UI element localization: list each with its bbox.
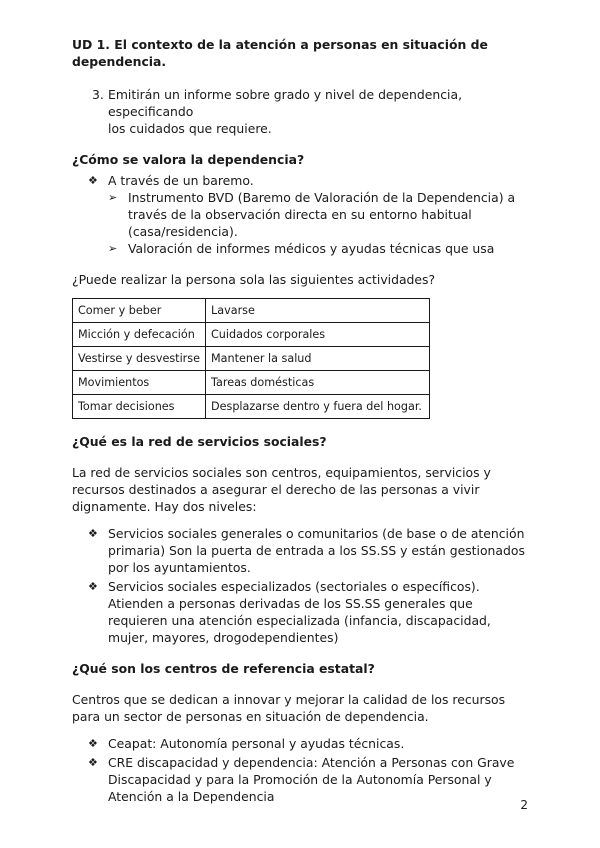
sub-item-text: Instrumento BVD (Baremo de Valoración de la Dependencia) a través de la observación directa en su entorno habitual (casa/residencia). (128, 190, 516, 239)
list-item (88, 578, 532, 646)
sub-list-item (108, 240, 532, 257)
list-item-text: CRE discapacidad y dependencia: Atención a Personas con Grave Discapacidad y para la Promoción de la Autonomía Personal y Atención a la Dependencia (108, 755, 515, 804)
sub-list-item (108, 189, 532, 240)
diamond-bullet-icon: ❖ (88, 527, 98, 540)
arrow-bullet-icon: ➢ (108, 242, 118, 255)
page-number: 2 (520, 798, 528, 812)
activities-question: ¿Puede realizar la persona sola las siguientes actividades? (72, 272, 436, 287)
numbered-item (72, 86, 532, 137)
arrow-bullet-icon: ➢ (108, 191, 118, 204)
valoracion-list (72, 172, 532, 257)
document-header: UD 1. El contexto de la atención a personas en situación de dependencia. (72, 37, 488, 69)
diamond-bullet-icon: ❖ (88, 174, 98, 187)
diamond-bullet-icon: ❖ (88, 737, 98, 750)
table-cell: Movimientos (73, 371, 206, 395)
table-row (73, 395, 430, 419)
centros-referencia-list (72, 735, 532, 805)
item-text-line1: Emitirán un informe sobre grado y nivel de dependencia, especificando (108, 87, 463, 119)
document-page (72, 36, 532, 805)
table-cell: Lavarse (206, 299, 430, 323)
section-title-valoracion: ¿Cómo se valora la dependencia? (72, 152, 305, 167)
table-cell: Cuidados corporales (206, 323, 430, 347)
section-title-red-servicios: ¿Qué es la red de servicios sociales? (72, 434, 327, 449)
table-row (73, 323, 430, 347)
diamond-bullet-icon: ❖ (88, 580, 98, 593)
red-servicios-list (72, 525, 532, 646)
table-cell: Micción y defecación (73, 323, 206, 347)
table-cell: Mantener la salud (206, 347, 430, 371)
table-cell: Tomar decisiones (73, 395, 206, 419)
table-cell: Comer y beber (73, 299, 206, 323)
item-number: 3. (92, 87, 104, 102)
red-servicios-intro: La red de servicios sociales son centros, equipamientos, servicios y recursos destinados a asegurar el derecho de las personas a vivir dignamente. Hay dos niveles: (72, 465, 491, 514)
table-row (73, 299, 430, 323)
sub-item-text: Valoración de informes médicos y ayudas técnicas que usa (128, 241, 495, 256)
table-cell: Vestirse y desvestirse (73, 347, 206, 371)
list-item (88, 754, 532, 805)
table-row (73, 371, 430, 395)
activities-table (72, 298, 430, 419)
list-item-text: A través de un baremo. (108, 173, 254, 188)
table-cell: Tareas domésticas (206, 371, 430, 395)
section-title-centros-referencia: ¿Qué son los centros de referencia estatal? (72, 661, 375, 676)
list-item (88, 735, 532, 752)
list-item (88, 172, 532, 257)
item-text-line2: los cuidados que requiere. (108, 121, 272, 136)
centros-referencia-intro: Centros que se dedican a innovar y mejorar la calidad de los recursos para un sector de personas en situación de dependencia. (72, 692, 506, 724)
diamond-bullet-icon: ❖ (88, 756, 98, 769)
item-text (108, 86, 532, 137)
list-item-text: Servicios sociales generales o comunitarios (de base o de atención primaria) Son la puerta de entrada a los SS.SS y están gestionados por los ayuntamientos. (108, 526, 525, 575)
list-item-text: Servicios sociales especializados (sectoriales o específicos). Atienden a personas derivadas de los SS.SS generales que requieren una atención especializada (infancia, discapacidad, mujer, mayores, drogodependientes) (108, 579, 491, 645)
sub-list (108, 189, 532, 257)
list-item-text: Ceapat: Autonomía personal y ayudas técnicas. (108, 736, 405, 751)
table-row (73, 347, 430, 371)
list-item (88, 525, 532, 576)
table-cell: Desplazarse dentro y fuera del hogar. (206, 395, 430, 419)
